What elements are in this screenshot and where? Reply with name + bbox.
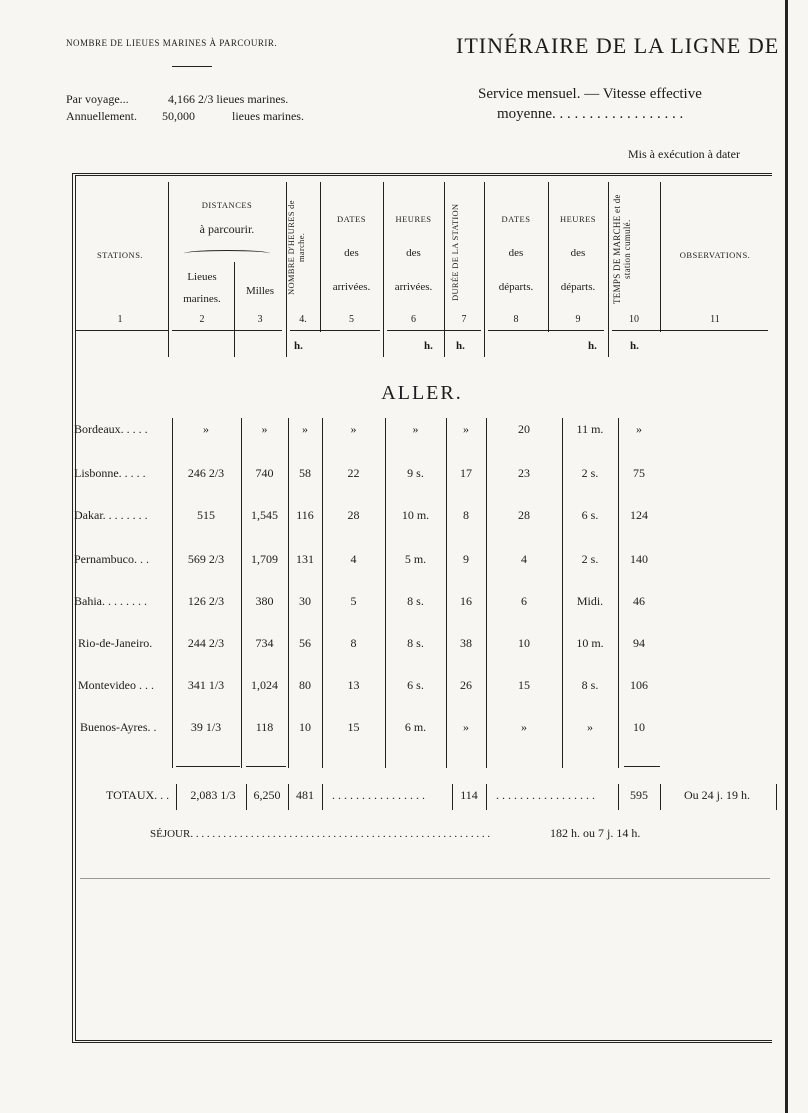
cell-duree: » [463,720,469,734]
cell-date-dep: » [521,720,527,734]
col-divider [608,182,609,357]
col-temps-marche: TEMPS DE MARCHE et de station cumulé. [612,194,632,304]
total-milles: 6,250 [253,788,281,802]
col-nombre-heures: NOMBRE D'HEURES de marche. [286,200,306,295]
cell-lieues: 515 [197,508,215,522]
col-des-3: des [508,247,524,259]
cell-date-dep: 28 [518,508,530,522]
totals-divider [776,784,777,810]
cell-heure-arr: 6 m. [404,720,427,734]
mis-execution: Mis à exécution à dater [628,147,740,161]
col-marines: marines. [183,293,221,305]
distances-brace [184,250,270,257]
totals-divider [660,784,661,810]
header-rule [488,330,604,331]
cell-date-arr: 4 [350,552,357,566]
col-num-10: 10 [629,314,639,325]
cell-heure-dep: 2 s. [581,466,599,480]
annual-unit: lieues marines. [232,109,304,123]
cell-date-arr: 28 [347,508,360,522]
col-milles: Milles [245,285,275,297]
section-aller: ALLER. [381,382,463,404]
total-observation: Ou 24 j. 19 h. [684,788,750,802]
col-divider [168,182,169,357]
cell-nombre: 80 [299,678,311,692]
table-row [0,678,808,698]
totals-divider [176,784,177,810]
col-heures-arrivees: HEURES [395,214,432,224]
col-observations: OBSERVATIONS. [679,250,751,260]
station-name: Bahia. . . . . . . . [74,594,147,608]
col-dates-arrivees: DATES [337,214,366,224]
totals-dots-1: . . . . . . . . . . . . . . . . [332,788,425,802]
cell-heure-arr: » [412,422,419,436]
cell-temps: 46 [633,594,645,608]
table-row [0,636,808,656]
cell-nombre: 10 [299,720,311,734]
sejour-label: SÉJOUR. . . . . . . . . . . . . . . . . . . . . . . . . . . . . . . . . . . . . . . . . . . . . . . . . . . . . . . [150,828,491,840]
col-des-4: des [570,247,586,259]
cell-date-arr: » [350,422,357,436]
per-voyage-value: 4,166 2/3 lieues marines. [168,92,289,106]
col-num-5: 5 [349,314,354,325]
header-rule [76,330,168,331]
cell-duree: 26 [460,678,472,692]
col-departs-2: départs. [560,281,596,293]
col-divider [383,182,384,357]
table-row [0,508,808,528]
total-nombre: 481 [296,788,314,802]
col-des-1: des [344,247,359,259]
station-name: Montevideo . . . [78,678,154,692]
cell-milles: 1,709 [251,552,278,566]
cell-milles: 740 [255,466,274,480]
cell-heure-arr: 8 s. [407,636,424,650]
cell-nombre: 131 [296,552,314,566]
col-divider [234,262,235,357]
totals-rule [624,766,660,767]
cell-temps: 10 [633,720,645,734]
cell-lieues: » [203,422,209,436]
cell-date-dep: 23 [518,466,530,480]
cell-lieues: 341 1/3 [187,678,225,692]
cell-lieues: 569 2/3 [187,552,225,566]
unit-h-6: h. [424,340,433,352]
station-name: Dakar. . . . . . . . [74,508,148,522]
col-num-4: 4. [299,314,307,325]
col-num-1: 1 [117,314,123,325]
cell-nombre: 30 [299,594,311,608]
station-name: Rio-de-Janeiro. [78,636,153,650]
totals-divider [288,784,289,810]
table-row [0,720,808,740]
cell-heure-dep: 10 m. [576,636,604,650]
cell-lieues: 126 2/3 [187,594,225,608]
cell-duree: » [463,422,469,436]
cell-temps: 140 [630,552,648,566]
total-temps: 595 [630,788,648,802]
col-stations: STATIONS. [96,250,144,260]
cell-duree: 16 [460,594,472,608]
cell-milles: 734 [255,636,274,650]
cell-date-dep: 6 [521,594,527,608]
col-arrivees-2: arrivées. [394,281,433,293]
cell-heure-dep: 11 m. [576,422,604,436]
col-duree-station: DURÉE DE LA STATION [450,203,460,302]
unit-h-4: h. [294,340,303,352]
cell-duree: 9 [463,552,469,566]
annual-value: 50,000 [162,109,195,123]
table-row [0,552,808,572]
cell-temps: 106 [630,678,648,692]
totals-divider [618,784,619,810]
cell-milles: 1,545 [251,508,278,522]
cell-heure-dep: » [587,720,593,734]
cell-date-dep: 10 [518,636,530,650]
totals-rule [246,766,286,767]
col-des-2: des [406,247,421,259]
col-a-parcourir: à parcourir. [199,222,255,236]
service-line-2: moyenne. . . . . . . . . . . . . . . . . . [497,106,684,122]
cell-date-arr: 5 [350,594,357,608]
unit-h-9: h. [588,340,597,352]
cell-heure-dep: Midi. [576,594,604,608]
totals-label: TOTAUX. . . [106,788,170,802]
col-num-2: 2 [199,314,205,325]
station-name: Buenos-Ayres. . [80,720,157,734]
totals-row [0,788,808,808]
cell-nombre: 58 [299,466,311,480]
cell-date-arr: 8 [350,636,357,650]
cell-heure-arr: 8 s. [407,594,424,608]
col-heures-departs: HEURES [559,214,597,224]
cell-heure-arr: 5 m. [404,552,427,566]
footer-rule [80,878,770,879]
cell-temps: » [636,422,642,436]
cell-temps: 124 [630,508,648,522]
col-num-6: 6 [411,314,416,325]
cell-date-dep: 15 [518,678,530,692]
cell-lieues: 244 2/3 [187,636,225,650]
col-dates-departs: DATES [501,214,531,224]
sejour-value: 182 h. ou 7 j. 14 h. [550,826,641,840]
cell-duree: 38 [460,636,472,650]
cell-milles: 1,024 [251,678,278,692]
cell-heure-arr: 10 m. [401,508,430,522]
totals-divider [246,784,247,810]
station-name: Lisbonne. . . . . [74,466,146,480]
heading-rule [172,66,212,67]
distances-heading: NOMBRE DE LIEUES MARINES À PARCOURIR. [66,38,278,48]
annual-label: Annuellement. [66,109,137,123]
service-line-1: Service mensuel. — Vitesse effective [478,86,702,102]
cell-duree: 8 [463,508,469,522]
cell-milles: 118 [255,720,274,734]
cell-temps: 94 [633,636,645,650]
totals-rule [176,766,240,767]
col-departs-1: départs. [498,281,534,293]
unit-h-10: h. [630,340,639,352]
table-row [0,422,808,442]
col-num-9: 9 [575,314,581,325]
col-arrivees-1: arrivées. [332,281,371,293]
cell-milles: » [261,422,268,436]
col-num-7: 7 [461,314,467,325]
page-title: ITINÉRAIRE DE LA LIGNE DE [456,33,780,58]
col-distances: DISTANCES [201,200,253,210]
table-row [0,594,808,614]
cell-temps: 75 [633,466,645,480]
cell-date-dep: 4 [521,552,527,566]
table-row [0,466,808,486]
cell-heure-arr: 9 s. [407,466,424,480]
per-voyage-label: Par voyage... [66,92,129,106]
cell-date-arr: 13 [347,678,360,692]
cell-heure-arr: 6 s. [407,678,424,692]
cell-lieues: 246 2/3 [187,466,225,480]
station-name: Bordeaux. . . . . [74,422,148,436]
unit-h-7: h. [456,340,465,352]
col-divider [484,182,485,357]
cell-nombre: 56 [299,636,311,650]
cell-nombre: 116 [296,508,314,522]
col-num-11: 11 [710,314,720,325]
totals-divider [322,784,323,810]
total-lieues: 2,083 1/3 [190,788,236,802]
cell-heure-dep: 8 s. [581,678,599,692]
cell-milles: 380 [255,594,274,608]
cell-nombre: » [302,422,308,436]
cell-lieues: 39 1/3 [190,720,222,734]
col-lieues: Lieues [187,271,217,283]
header-rule [612,330,768,331]
total-duree: 114 [460,788,478,802]
cell-duree: 17 [460,466,472,480]
totals-divider [486,784,487,810]
totals-divider [452,784,453,810]
totals-dots-2: . . . . . . . . . . . . . . . . . [496,788,595,802]
header-rule [387,330,481,331]
col-num-3: 3 [257,314,263,325]
cell-date-dep: 20 [518,422,530,436]
cell-heure-dep: 6 s. [581,508,599,522]
header-rule [290,330,380,331]
cell-date-arr: 15 [347,720,360,734]
station-name: Pernambuco. . . [74,552,149,566]
header-rule [172,330,282,331]
cell-date-arr: 22 [347,466,360,480]
cell-heure-dep: 2 s. [581,552,599,566]
col-num-8: 8 [513,314,519,325]
